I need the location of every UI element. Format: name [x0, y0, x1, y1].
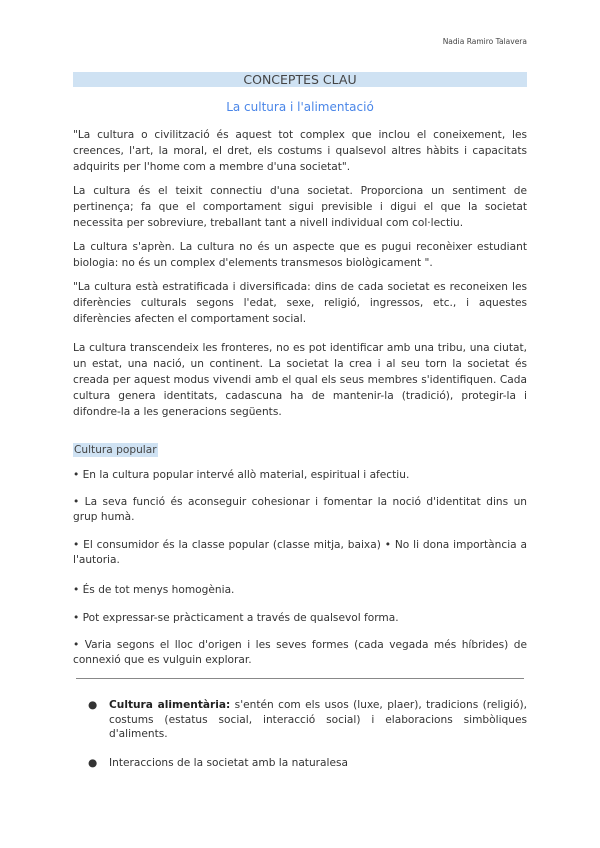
paragraph: "La cultura està estratificada i diversificada: dins de cada societat es reconeixen les diferències culturals segons l'edat, sexe, religió, ingressos, etc., i aquestes diferències afecten el comportament social. — [73, 281, 527, 325]
divider — [76, 678, 524, 679]
list-text: s'entén com els usos (luxe, plaer), tradicions (religió), costums (estatus social, interacció social) i elaboracions simbòliques d'aliments. — [109, 699, 527, 740]
bullet-item: • Varia segons el lloc d'origen i les seves formes (cada vegada més híbrides) de connexió que es vulguin explorar. — [73, 639, 527, 666]
bullet-item: • La seva funció és aconseguir cohesionar i fomentar la noció d'identitat dins un grup humà. — [73, 496, 527, 523]
bullet-item: • Pot expressar-se pràcticament a través de qualsevol forma. — [73, 612, 399, 624]
paragraph: La cultura transcendeix les fronteres, no es pot identificar amb una tribu, una ciutat, un estat, una nació, un continent. La societat la crea i al seu torn la societat és creada per aquest modus vivendi amb el qual els seus membres s'identifiquen. Cada cultura genera identitats, cadascuna ha de mantenir-la (tradició), protegir-la i difondre-la a les generacions següents. — [73, 342, 527, 418]
author-name: Nadia Ramiro Talavera — [442, 37, 527, 46]
bullet-icon: ● — [88, 757, 98, 769]
page-title: CONCEPTES CLAU — [73, 72, 527, 87]
subtitle: La cultura i l'alimentació — [226, 100, 374, 114]
paragraph: La cultura és el teixit connectiu d'una societat. Proporciona un sentiment de pertinença; fa que el comportament sigui previsible i digui el que la societat necessita per sobreviure, treballant tant a nivell individual com col·lectiu. — [73, 185, 527, 229]
paragraph: "La cultura o civilització és aquest tot complex que inclou el coneixement, les creences, l'art, la moral, el dret, els costums i qualsevol altres hàbits i capacitats adquirits per l'home com a membre d'una societat". — [73, 129, 527, 173]
bullet-item: • En la cultura popular intervé allò material, espiritual i afectiu. — [73, 469, 410, 481]
list-text: Interaccions de la societat amb la naturalesa — [109, 757, 348, 769]
bullet-item: • El consumidor és la classe popular (classe mitja, baixa) • No li dona importància a l'autoria. — [73, 539, 527, 566]
bullet-icon: ● — [88, 699, 98, 711]
section-heading: Cultura popular — [74, 444, 157, 456]
list-term: Cultura alimentària: — [109, 699, 231, 711]
bullet-item: • És de tot menys homogènia. — [73, 584, 235, 596]
list-item — [88, 756, 527, 771]
paragraph: La cultura s'aprèn. La cultura no és un aspecte que es pugui reconèixer estudiant biologia: no és un complex d'elements transmesos biològicament ". — [73, 241, 527, 269]
list-item — [88, 698, 527, 742]
